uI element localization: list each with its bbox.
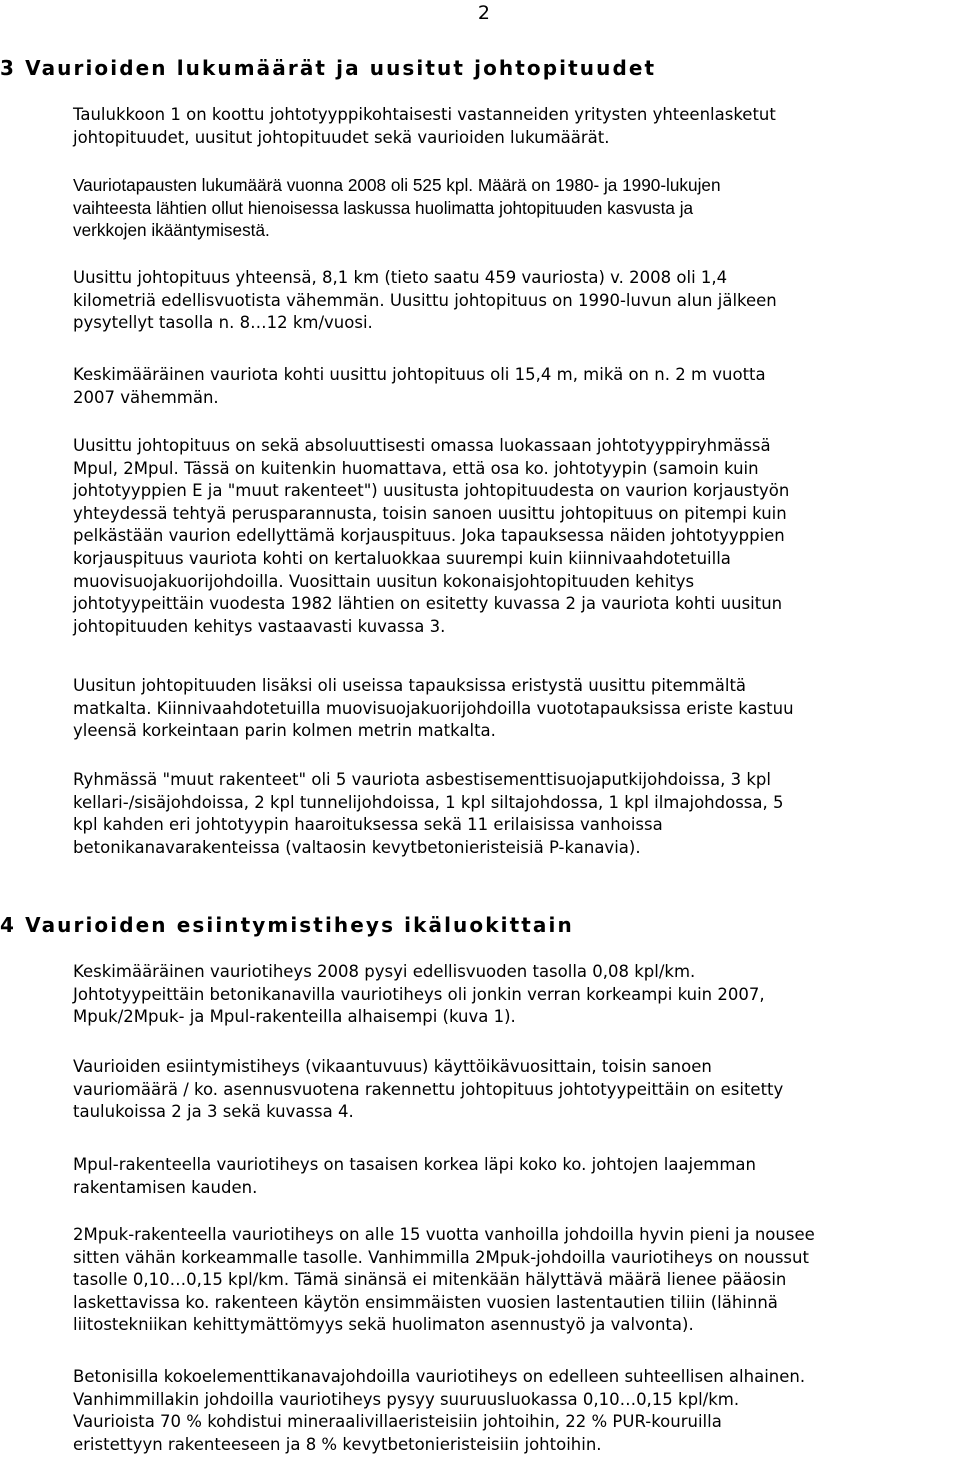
- text-line: liitostekniikan kehittymättömyys sekä huolimaton asennustyö ja valvonta).: [73, 1315, 694, 1335]
- text-line: johtotyyppien E ja "muut rakenteet") uusitusta johtopituudesta on vaurion korjaustyön: [73, 481, 790, 501]
- text-line: betonikanavarakenteissa (valtaosin kevytbetonieristeisiä P-kanavia).: [73, 837, 641, 857]
- section-4-paragraph-3: [73, 1154, 957, 1199]
- text-line: Johtotyypeittäin betonikanavilla vauriotiheys oli jonkin verran korkeampi kuin 2007,: [73, 984, 765, 1004]
- text-line: Betonisilla kokoelementtikanavajohdoilla vauriotiheys on edelleen suhteellisen alhainen.: [73, 1367, 806, 1386]
- text-line: eristettyyn rakenteeseen ja 8 % kevytbetonieristeisiin johtoihin.: [73, 1434, 602, 1454]
- section-4-heading: 4 Vaurioiden esiintymistiheys ikäluokittain: [0, 913, 574, 937]
- text-line: Keskimääräinen vauriota kohti uusittu johtopituus oli 15,4 m, mikä on n. 2 m vuotta: [73, 365, 766, 384]
- text-line: pysytellyt tasolla n. 8…12 km/vuosi.: [73, 313, 373, 333]
- text-line: Vaurioiden esiintymistiheys (vikaantuvuus) käyttöikävuosittain, toisin sanoen: [73, 1057, 712, 1076]
- text-line: kpl kahden eri johtotyypin haaroituksessa sekä 11 erilaisissa vanhoissa: [73, 815, 663, 835]
- text-line: 2007 vähemmän.: [73, 387, 219, 407]
- section-3-paragraph-3: [73, 267, 957, 335]
- text-line: kilometriä edellisvuotista vähemmän. Uusittu johtopituus on 1990-luvun alun jälkeen: [73, 290, 777, 310]
- text-line: yleensä korkeintaan parin kolmen metrin matkalta.: [73, 721, 496, 741]
- section-4-paragraph-1: [73, 961, 957, 1029]
- text-line: Vaurioista 70 % kohdistui mineraalivillaeristeisiin johtoihin, 22 % PUR-kouruilla: [73, 1412, 722, 1432]
- text-line: verkkojen ikääntymisestä.: [73, 220, 270, 241]
- text-line: vauriomäärä / ko. asennusvuotena rakennettu johtopituus johtotyypeittäin on esitetty: [73, 1079, 784, 1099]
- text-line: muovisuojakuorijohdoilla. Vuosittain uusitun kokonaisjohtopituuden kehitys: [73, 571, 695, 591]
- section-3-paragraph-7: [73, 769, 957, 859]
- section-3-paragraph-1: [73, 104, 957, 149]
- text-line: Uusittu johtopituus on sekä absoluuttisesti omassa luokassaan johtotyyppiryhmässä: [73, 436, 771, 455]
- text-line: johtotyypeittäin vuodesta 1982 lähtien on esitetty kuvassa 2 ja vauriota kohti uusitun: [73, 594, 783, 614]
- section-3-paragraph-4: [73, 364, 957, 409]
- page-number: 2: [477, 2, 490, 24]
- text-line: johtopituudet, uusitut johtopituudet sekä vaurioiden lukumäärät.: [73, 127, 610, 147]
- text-line: tasolle 0,10…0,15 kpl/km. Tämä sinänsä ei mitenkään hälyttävä määrä lienee pääosin: [73, 1270, 787, 1290]
- text-line: kellari-/sisäjohdoissa, 2 kpl tunnelijohdoissa, 1 kpl siltajohdossa, 1 kpl ilmajohdossa, 5: [73, 792, 784, 812]
- text-line: Ryhmässä "muut rakenteet" oli 5 vauriota asbestisementtisuojaputkijohdoissa, 3 kpl: [73, 770, 771, 789]
- text-line: Mpuk/2Mpuk- ja Mpul-rakenteilla alhaisempi (kuva 1).: [73, 1007, 516, 1027]
- section-3-paragraph-2: [73, 174, 957, 242]
- text-line: yhteydessä tehtyä perusparannusta, toisin sanoen uusittu johtopituus on pitempi kuin: [73, 503, 787, 523]
- text-line: rakentamisen kauden.: [73, 1177, 258, 1197]
- text-line: laskettavissa ko. rakenteen käytön ensimmäisten vuosien lastentautien tiliin (lähinnä: [73, 1292, 778, 1312]
- text-line: matkalta. Kiinnivaahdotetuilla muovisuojakuorijohdoilla vuototapauksissa eriste kastuu: [73, 698, 794, 718]
- text-line: Vauriotapausten lukumäärä vuonna 2008 oli 525 kpl. Määrä on 1980- ja 1990-lukujen: [73, 175, 721, 195]
- text-line: pelkästään vaurion edellyttämä korjauspituus. Joka tapauksessa näiden johtotyyppien: [73, 526, 785, 546]
- section-3-paragraph-5: [73, 435, 957, 638]
- section-4-paragraph-4: [73, 1224, 957, 1337]
- text-line: Uusitun johtopituuden lisäksi oli useissa tapauksissa eristystä uusittu pitemmältä: [73, 676, 747, 695]
- section-3-paragraph-6: [73, 675, 957, 743]
- text-line: sitten vähän korkeammalle tasolle. Vanhimmilla 2Mpuk-johdoilla vauriotiheys on noussut: [73, 1247, 809, 1267]
- text-line: Taulukkoon 1 on koottu johtotyyppikohtaisesti vastanneiden yritysten yhteenlasketut: [73, 105, 776, 124]
- text-line: korjauspituus vauriota kohti on kertaluokkaa suurempi kuin kiinnivaahdotetuilla: [73, 548, 731, 568]
- text-line: johtopituuden kehitys vastaavasti kuvassa 3.: [73, 616, 446, 636]
- section-4-paragraph-5: [73, 1366, 957, 1456]
- text-line: taulukoissa 2 ja 3 sekä kuvassa 4.: [73, 1102, 354, 1122]
- text-line: Uusittu johtopituus yhteensä, 8,1 km (tieto saatu 459 vauriosta) v. 2008 oli 1,4: [73, 268, 728, 287]
- text-line: Mpul, 2Mpul. Tässä on kuitenkin huomattava, että osa ko. johtotyypin (samoin kuin: [73, 458, 759, 478]
- text-line: Vanhimmillakin johdoilla vauriotiheys pysyy suuruusluokassa 0,10…0,15 kpl/km.: [73, 1389, 740, 1409]
- text-line: 2Mpuk-rakenteella vauriotiheys on alle 15 vuotta vanhoilla johdoilla hyvin pieni ja nousee: [73, 1225, 815, 1244]
- text-line: Mpul-rakenteella vauriotiheys on tasaisen korkea läpi koko ko. johtojen laajemman: [73, 1155, 757, 1174]
- section-3-heading: 3 Vaurioiden lukumäärät ja uusitut johtopituudet: [0, 56, 657, 80]
- text-line: vaihteesta lähtien ollut hienoisessa laskussa huolimatta johtopituuden kasvusta ja: [73, 197, 694, 218]
- section-4-paragraph-2: [73, 1056, 957, 1124]
- text-line: Keskimääräinen vauriotiheys 2008 pysyi edellisvuoden tasolla 0,08 kpl/km.: [73, 962, 696, 981]
